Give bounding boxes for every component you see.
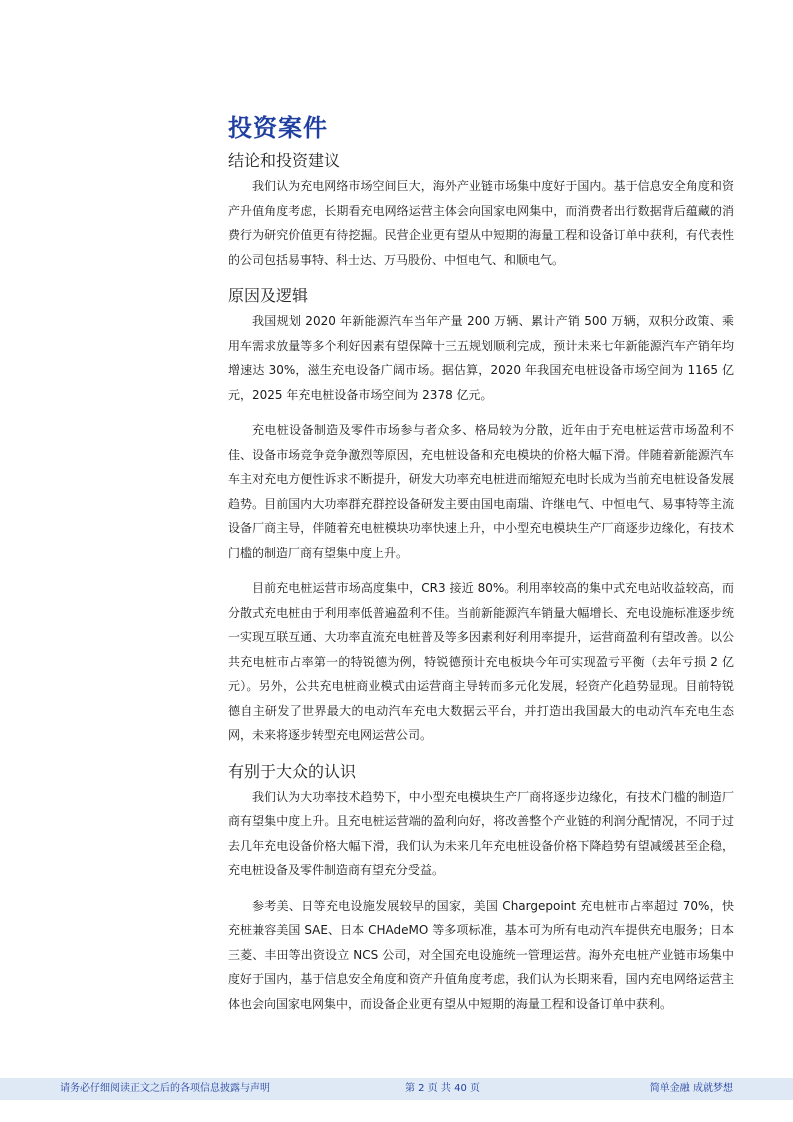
section-different-view	[228, 759, 734, 1017]
paragraph: 目前充电桩运营市场高度集中，CR3 接近 80%。利用率较高的集中式充电站收益较高，而分散式充电桩由于利用率低普遍盈利不佳。当前新能源汽车销量大幅增长、充电设施标准逐步统一实现互联互通、大功率直流充电桩普及等多因素利好利用率提升，运营商盈利有望改善。以公共充电桩市占率第一的特锐德为例，特锐德预计充电板块今年可实现盈亏平衡（去年亏损 2 亿元）。另外，公共充电桩商业模式由运营商主导转而多元化发展，轻资产化趋势显现。目前特锐德自主研发了世界最大的电动汽车充电大数据云平台，并打造出我国最大的电动汽车充电生态网，未来将逐步转型充电网运营公司。	[228, 581, 734, 742]
footer-slogan: 简单金融 成就梦想	[649, 1083, 733, 1094]
section-heading: 结论和投资建议	[228, 151, 341, 170]
section-reasons	[228, 283, 734, 748]
footer-page-number: 第 2 页 共 40 页	[405, 1083, 480, 1094]
paragraph: 我们认为充电网络市场空间巨大，海外产业链市场集中度好于国内。基于信息安全角度和资产升值角度考虑，长期看充电网络运营主体会向国家电网集中，而消费者出行数据背后蕴藏的消费行为研究价值更有待挖掘。民营企业更有望从中短期的海量工程和设备订单中获利，有代表性的公司包括易事特、科士达、万马股份、中恒电气、和顺电气。	[228, 179, 734, 267]
paragraph: 充电桩设备制造及零件市场参与者众多、格局较为分散，近年由于充电桩运营市场盈利不佳、设备市场竞争竞争激烈等原因，充电桩设备和充电模块的价格大幅下滑。伴随着新能源汽车车主对充电方便性诉求不断提升，研发大功率充电桩进而缩短充电时长成为当前充电桩设备发展趋势。目前国内大功率群充群控设备研发主要由国电南瑞、许继电气、中恒电气、易事特等主流设备厂商主导，伴随着充电桩模块功率快速上升，中小型充电模块生产厂商逐步边缘化，有技术门槛的制造厂商有望集中度上升。	[228, 423, 734, 560]
footer-disclaimer: 请务必仔细阅读正文之后的各项信息披露与声明	[60, 1083, 270, 1094]
section-heading: 有别于大众的认识	[228, 761, 357, 781]
paragraph: 我国规划 2020 年新能源汽车当年产量 200 万辆、累计产销 500 万辆，双积分政策、乘用车需求放量等多个利好因素有望保障十三五规划顺利完成，预计未来七年新能源汽车产销年均增速达 30%，滋生充电设备广阔市场。据估算，2020 年我国充电桩设备市场空间为 1165 亿元，2025 年充电桩设备市场空间为 2378 亿元。	[228, 314, 734, 402]
page-footer	[0, 1078, 793, 1100]
page-title: 投资案件	[228, 114, 328, 142]
report-body	[228, 148, 734, 1027]
paragraph: 我们认为大功率技术趋势下，中小型充电模块生产厂商将逐步边缘化，有技术门槛的制造厂商有望集中度上升。且充电桩运营端的盈利向好，将改善整个产业链的利润分配情况，不同于过去几年充电设备价格大幅下滑，我们认为未来几年充电桩设备价格下降趋势有望减缓甚至企稳，充电桩设备及零件制造商有望充分受益。	[228, 789, 734, 877]
paragraph: 参考美、日等充电设施发展较早的国家，美国 Chargepoint 充电桩市占率超过 70%，快充桩兼容美国 SAE、日本 CHAdeMO 等多项标准，基本可为所有电动汽车提供充电服务；日本三菱、丰田等出资设立 NCS 公司，对全国充电设施统一管理运营。海外充电桩产业链市场集中度好于国内，基于信息安全角度和资产升值角度考虑，我们认为长期来看，国内充电网络运营主体也会向国家电网集中，而设备企业更有望从中短期的海量工程和设备订单中获利。	[228, 898, 734, 1011]
section-heading: 原因及逻辑	[228, 286, 309, 305]
section-conclusion	[228, 148, 734, 272]
